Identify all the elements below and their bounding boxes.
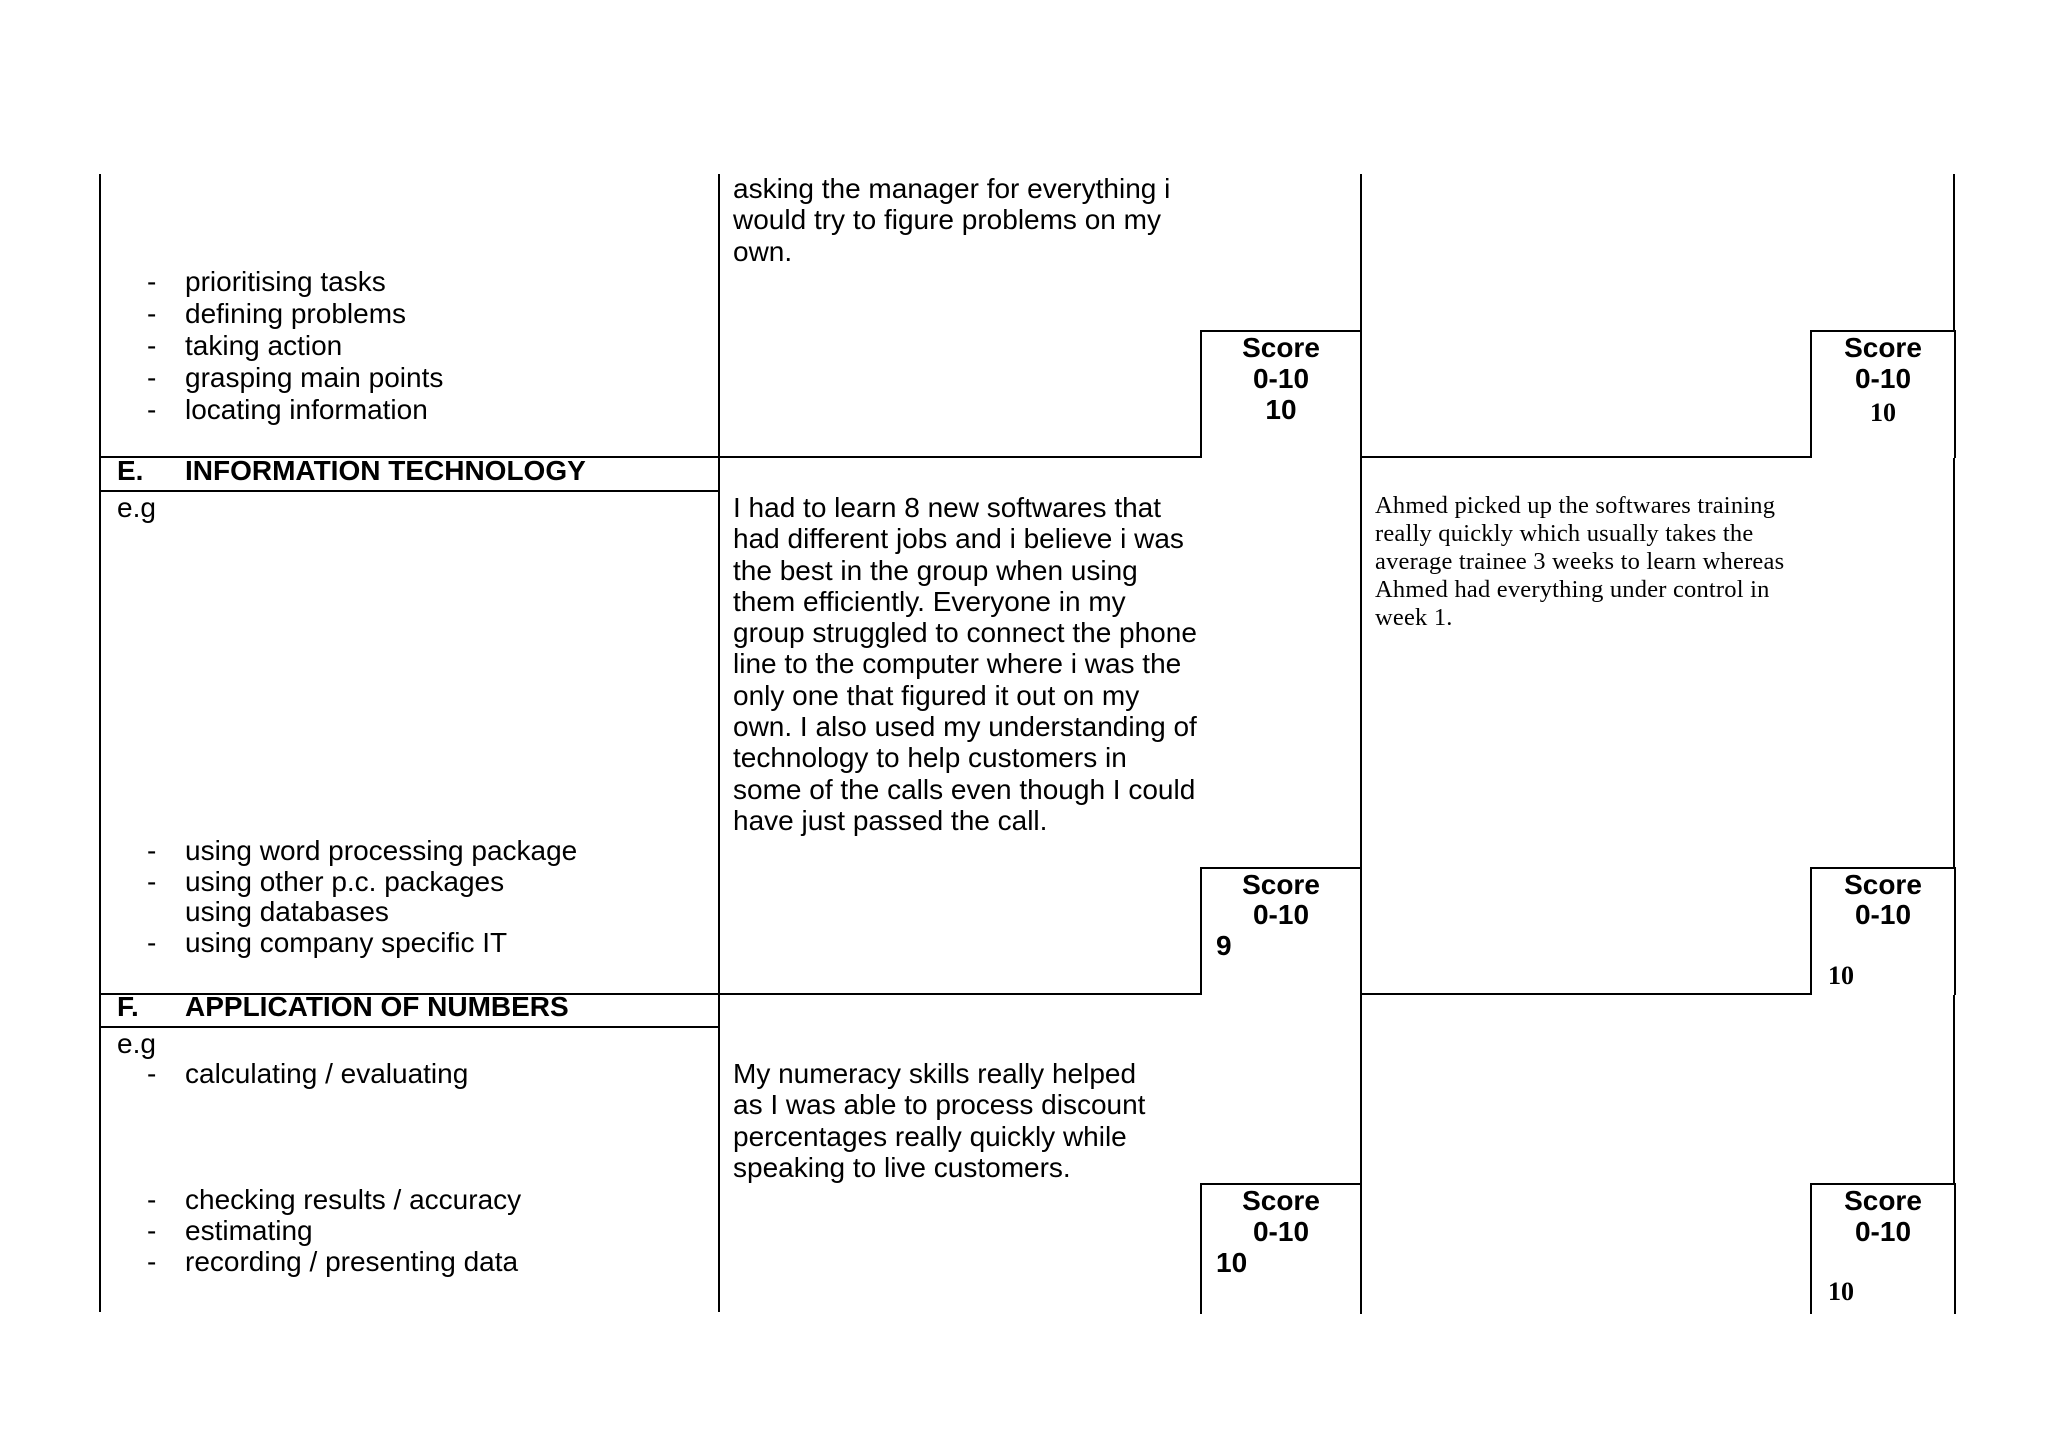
section-e-header-underline xyxy=(99,490,720,492)
criterion-label: locating information xyxy=(185,394,428,425)
score-label: Score xyxy=(1242,1185,1320,1216)
section-f-letter: F. xyxy=(117,991,139,1022)
list-item: - locating information xyxy=(147,394,428,425)
score-range: 0-10 xyxy=(1854,1216,1912,1247)
score-label: Score xyxy=(1844,869,1922,900)
score-range: 0-10 xyxy=(1252,363,1310,394)
section-e-trainee-score-box xyxy=(1200,867,1362,995)
score-label: Score xyxy=(1844,332,1922,363)
section-f-trainee-score-box xyxy=(1200,1183,1362,1314)
score-label: Score xyxy=(1242,869,1320,900)
score-value: 10 xyxy=(1828,961,1854,990)
score-range: 0-10 xyxy=(1252,1216,1310,1247)
section-e-letter: E. xyxy=(117,455,144,486)
section-f-trainee-comment: My numeracy skills really helped as I was able to process discount percentages really quickly while speaking to live customers. xyxy=(733,1058,1146,1183)
criterion-label: estimating xyxy=(185,1215,313,1246)
score-value: 10 xyxy=(1265,394,1297,425)
score-range: 0-10 xyxy=(1854,363,1912,394)
score-value: 9 xyxy=(1216,930,1232,961)
list-item: - calculating / evaluating xyxy=(147,1058,469,1089)
criterion-label: using word processing package xyxy=(185,835,578,866)
list-item: - defining problems xyxy=(147,298,407,329)
list-item: - using word processing package xyxy=(147,835,578,866)
section-d-trainee-score-box xyxy=(1200,330,1362,458)
section-f-criteria-list-a xyxy=(147,1058,468,1090)
section-d-criteria-list xyxy=(147,266,443,426)
list-item: - grasping main points xyxy=(147,362,444,393)
section-e-title: INFORMATION TECHNOLOGY xyxy=(185,455,586,486)
list-item: - recording / presenting data xyxy=(147,1246,519,1277)
criterion-label: checking results / accuracy xyxy=(185,1184,522,1215)
section-f-header-underline xyxy=(99,1026,720,1028)
section-e-assessor-comment: Ahmed picked up the softwares training really quickly which usually takes the average trainee 3 weeks to learn whereas Ahmed had everything under control in week 1. xyxy=(1375,492,1785,631)
criterion-label: using other p.c. packages xyxy=(185,866,505,897)
section-f-criteria-list-b xyxy=(147,1184,521,1278)
criterion-label: defining problems xyxy=(185,298,407,329)
section-d-trainee-comment: asking the manager for everything i would try to figure problems on my own. xyxy=(733,173,1171,267)
score-value: 10 xyxy=(1828,1277,1854,1306)
table-border-left xyxy=(99,174,101,1312)
score-range: 0-10 xyxy=(1854,899,1912,930)
section-f-eg: e.g xyxy=(117,1028,156,1059)
list-item xyxy=(147,897,577,927)
criterion-label: taking action xyxy=(185,330,343,361)
score-value: 10 xyxy=(1216,1247,1248,1278)
section-f-title: APPLICATION OF NUMBERS xyxy=(185,991,569,1022)
score-value: 10 xyxy=(1870,398,1896,427)
score-label: Score xyxy=(1844,1185,1922,1216)
section-e-trainee-comment: I had to learn 8 new softwares that had different jobs and i believe i was the best in the group when using them efficiently. Everyone in my group struggled to connect the phone line to the computer where i was the only one that figured it out on my own. I also used my understanding of technology to help customers in some of the calls even though I could have just passed the call. xyxy=(733,492,1197,836)
list-item: - using company specific IT xyxy=(147,927,508,958)
criterion-label: recording / presenting data xyxy=(185,1246,519,1277)
list-item: - prioritising tasks xyxy=(147,266,386,297)
criterion-label: grasping main points xyxy=(185,362,444,393)
section-f-assessor-score-box xyxy=(1810,1183,1956,1314)
list-item: - taking action xyxy=(147,330,343,361)
score-range: 0-10 xyxy=(1252,899,1310,930)
criterion-label: using company specific IT xyxy=(185,927,508,958)
list-item: - estimating xyxy=(147,1215,313,1246)
section-e-assessor-score-box xyxy=(1810,867,1956,995)
score-label: Score xyxy=(1242,332,1320,363)
criterion-label: using databases xyxy=(185,896,389,927)
list-item: - using other p.c. packages xyxy=(147,866,505,897)
section-e-criteria-list xyxy=(147,835,577,959)
criterion-label: calculating / evaluating xyxy=(185,1058,469,1089)
criterion-label: prioritising tasks xyxy=(185,266,386,297)
table-border-col2 xyxy=(718,174,720,1312)
list-item: - checking results / accuracy xyxy=(147,1184,522,1215)
section-e-eg: e.g xyxy=(117,492,156,523)
section-d-assessor-score-box xyxy=(1810,330,1956,458)
